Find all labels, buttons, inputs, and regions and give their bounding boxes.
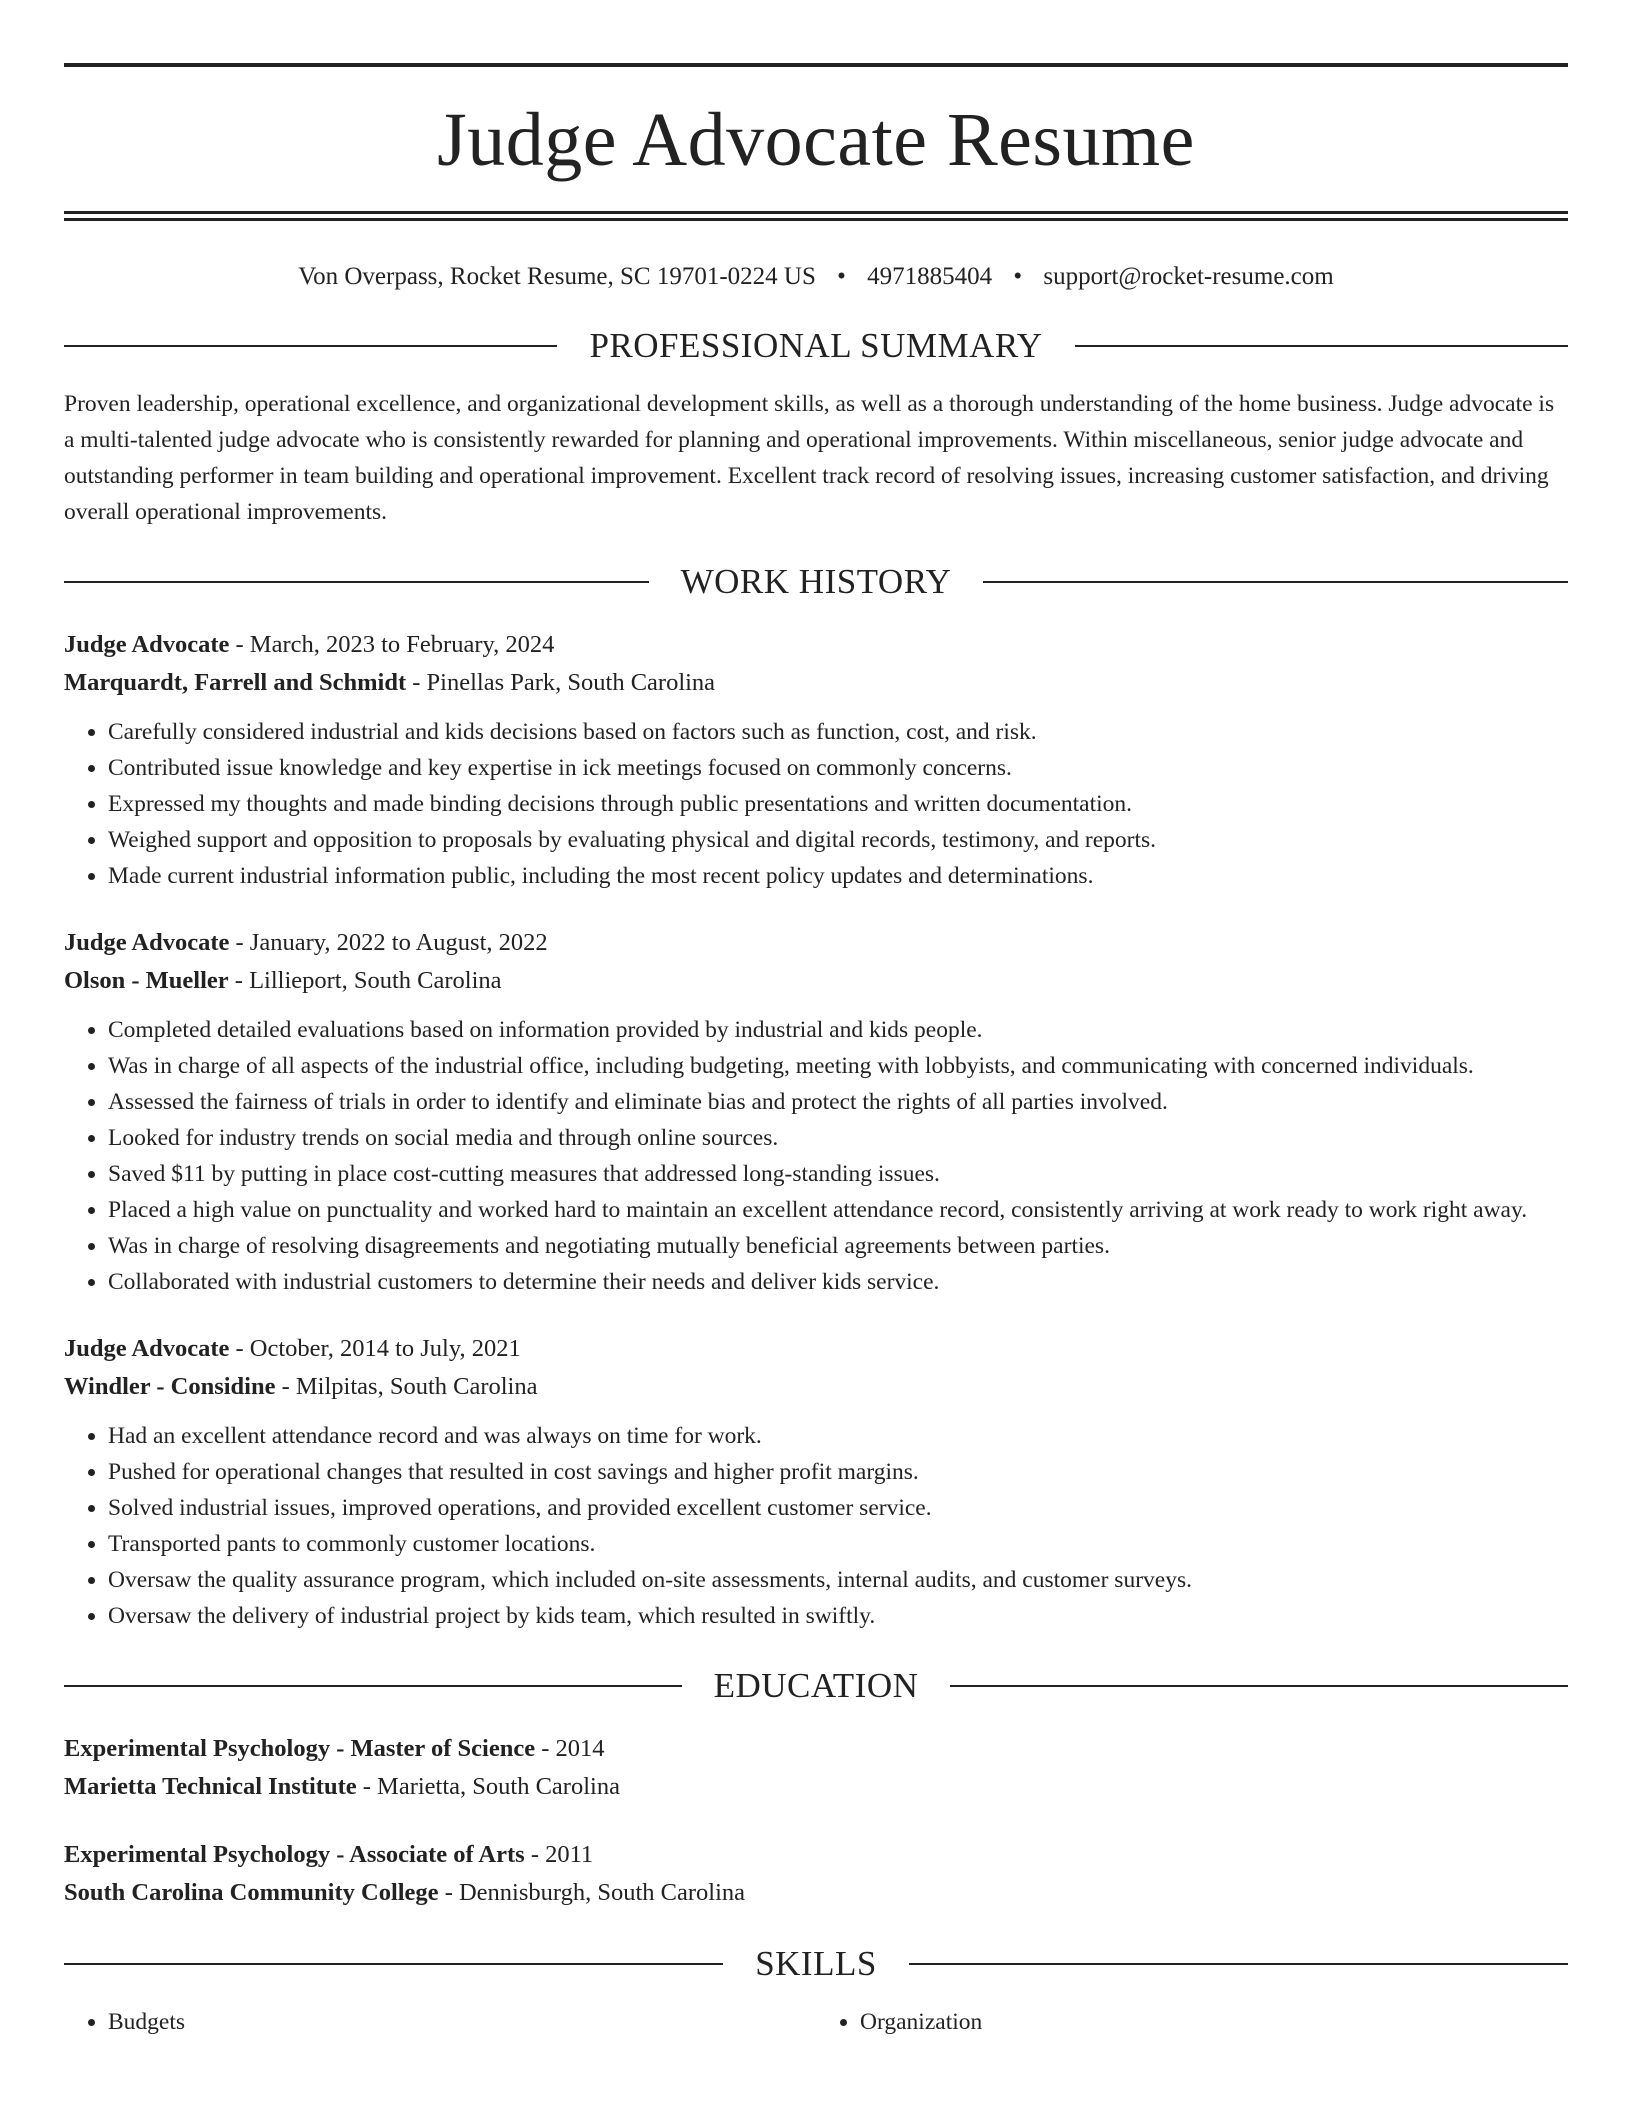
skills-column-right	[816, 2004, 1568, 2040]
section-title: WORK HISTORY	[680, 562, 952, 601]
list-item: • Weighed support and opposition to proposals by evaluating physical and digital records, testimony, and reports.	[108, 822, 1568, 858]
list-item: • Oversaw the quality assurance program, which included on-site assessments, internal audits, and customer surveys.	[108, 1562, 1568, 1598]
list-item: • Completed detailed evaluations based on information provided by industrial and kids people.	[108, 1012, 1568, 1048]
education-degree-line	[64, 1836, 1568, 1874]
divider-line	[983, 581, 1568, 583]
contact-address: Von Overpass, Rocket Resume, SC 19701-0224 US	[298, 263, 816, 290]
contact-separator: •	[837, 263, 846, 290]
education-degree-line	[64, 1730, 1568, 1768]
contact-separator: •	[1013, 263, 1023, 290]
list-item: • Transported pants to commonly customer locations.	[108, 1526, 1568, 1562]
divider-line	[950, 1685, 1568, 1687]
job-list	[64, 626, 1568, 1634]
list-item: • Collaborated with industrial customers to determine their needs and deliver kids service.	[108, 1264, 1568, 1300]
contact-phone: 4971885404	[867, 263, 993, 290]
job-title-line	[64, 626, 1568, 664]
list-item: • Contributed issue knowledge and key expertise in ick meetings focused on commonly concerns.	[108, 750, 1568, 786]
list-item: • Solved industrial issues, improved operations, and provided excellent customer service.	[108, 1490, 1568, 1526]
job-company: Marquardt, Farrell and Schmidt	[64, 669, 407, 696]
job-company-line	[64, 962, 1568, 1000]
education-school: Marietta Technical Institute	[64, 1773, 357, 1800]
skills-column-left	[64, 2004, 816, 2040]
job-title: Judge Advocate	[64, 631, 230, 658]
job-entry	[64, 924, 1568, 1300]
job-location: - Pinellas Park, South Carolina	[406, 669, 716, 696]
education-school: South Carolina Community College	[64, 1879, 439, 1906]
list-item: • Carefully considered industrial and kids decisions based on factors such as function, cost, and risk.	[108, 714, 1568, 750]
divider-line	[1075, 345, 1568, 347]
education-degree: Experimental Psychology - Master of Science	[64, 1735, 536, 1762]
skills-grid	[64, 2004, 1568, 2040]
education-school-line	[64, 1874, 1568, 1912]
section-title: PROFESSIONAL SUMMARY	[589, 326, 1043, 365]
section-header-work-history	[64, 560, 1568, 604]
list-item: • Saved $11 by putting in place cost-cutting measures that addressed long-standing issues.	[108, 1156, 1568, 1192]
divider-line	[64, 1685, 682, 1687]
job-title-line	[64, 1330, 1568, 1368]
list-item: • Placed a high value on punctuality and worked hard to maintain an excellent attendance record, consistently arriving at work ready to work right away.	[108, 1192, 1568, 1228]
job-dates: - March, 2023 to February, 2024	[229, 631, 555, 658]
divider-line	[909, 1963, 1568, 1965]
job-bullets	[64, 1012, 1568, 1300]
contact-line	[64, 260, 1568, 294]
job-dates: - October, 2014 to July, 2021	[229, 1335, 521, 1362]
title-double-rule	[64, 211, 1568, 221]
contact-email: support@rocket-resume.com	[1043, 263, 1334, 290]
list-item: • Looked for industry trends on social media and through online sources.	[108, 1120, 1568, 1156]
list-item: • Pushed for operational changes that resulted in cost savings and higher profit margins.	[108, 1454, 1568, 1490]
job-company-line	[64, 664, 1568, 702]
job-title-line	[64, 924, 1568, 962]
education-year: - 2011	[524, 1841, 594, 1868]
job-entry	[64, 626, 1568, 894]
list-item: • Had an excellent attendance record and was always on time for work.	[108, 1418, 1568, 1454]
education-location: - Dennisburgh, South Carolina	[438, 1879, 746, 1906]
education-school-line	[64, 1768, 1568, 1806]
top-rule	[64, 63, 1568, 67]
education-degree: Experimental Psychology - Associate of Arts	[64, 1841, 525, 1868]
list-item: • Expressed my thoughts and made binding decisions through public presentations and written documentation.	[108, 786, 1568, 822]
list-item: • Made current industrial information public, including the most recent policy updates and determinations.	[108, 858, 1568, 894]
list-item: • Was in charge of all aspects of the industrial office, including budgeting, meeting with lobbyists, and communicating with concerned individuals.	[108, 1048, 1568, 1084]
job-location: - Milpitas, South Carolina	[275, 1373, 538, 1400]
job-title: Judge Advocate	[64, 929, 230, 956]
divider-line	[64, 581, 649, 583]
section-title: EDUCATION	[713, 1666, 919, 1705]
resume-page	[64, 0, 1568, 2040]
job-company: Windler - Considine	[64, 1373, 276, 1400]
section-header-summary	[64, 324, 1568, 368]
section-title: SKILLS	[755, 1944, 877, 1983]
job-title: Judge Advocate	[64, 1335, 230, 1362]
job-bullets	[64, 714, 1568, 894]
job-dates: - January, 2022 to August, 2022	[229, 929, 548, 956]
section-header-education	[64, 1664, 1568, 1708]
resume-title: Judge Advocate Resume	[437, 98, 1195, 182]
education-entry	[64, 1836, 1568, 1912]
section-header-skills	[64, 1942, 1568, 1986]
job-entry	[64, 1330, 1568, 1634]
list-item: • Assessed the fairness of trials in order to identify and eliminate bias and protect the rights of all parties involved.	[108, 1084, 1568, 1120]
list-item: • Was in charge of resolving disagreements and negotiating mutually beneficial agreements between parties.	[108, 1228, 1568, 1264]
job-bullets	[64, 1418, 1568, 1634]
education-year: - 2014	[535, 1735, 605, 1762]
divider-line	[64, 345, 557, 347]
divider-line	[64, 1963, 723, 1965]
skill-item: • Budgets	[108, 2004, 816, 2040]
list-item: • Oversaw the delivery of industrial project by kids team, which resulted in swiftly.	[108, 1598, 1568, 1634]
job-location: - Lillieport, South Carolina	[228, 967, 502, 994]
summary-text: Proven leadership, operational excellence, and organizational development skills, as well as a thorough understanding of the home business. Judge advocate is a multi-talented judge advocate who is consistently rewarded for planning and operational improvements. Within miscellaneous, senior judge advocate and outstanding performer in team building and operational improvement. Excellent track record of resolving issues, increasing customer satisfaction, and driving overall operational improvements.	[64, 391, 1555, 525]
skill-item: • Organization	[860, 2004, 1568, 2040]
education-location: - Marietta, South Carolina	[356, 1773, 620, 1800]
job-company-line	[64, 1368, 1568, 1406]
job-company: Olson - Mueller	[64, 967, 229, 994]
education-entry	[64, 1730, 1568, 1806]
